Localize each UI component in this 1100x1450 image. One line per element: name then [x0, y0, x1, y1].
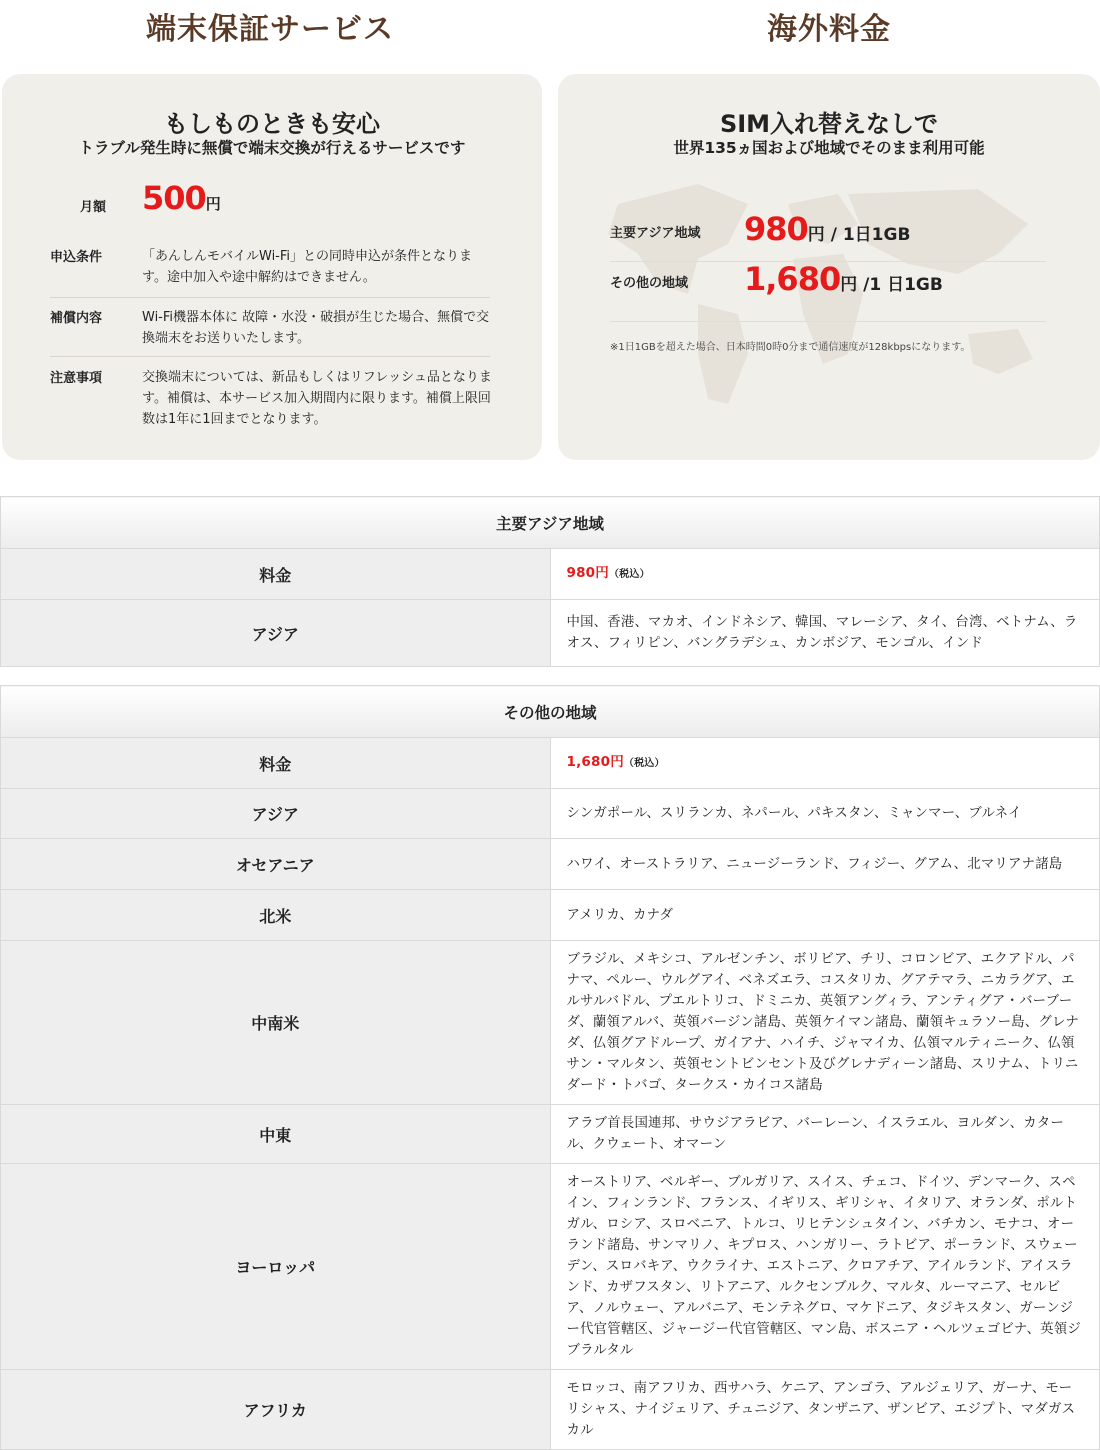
region-countries: オーストリア、ベルギー、ブルガリア、スイス、チェコ、ドイツ、デンマーク、スペイン、フィンランド、フランス、イギリス、ギリシャ、イタリア、オランダ、ポルトガル、ロシア、スロベニア、トルコ、リヒテンシュタイン、バチカン、モナコ、オーランド諸島、サンマリノ、キプロス、ハンガリー、ラトビア、ポーランド、スウェーデン、スロバキア、ウクライナ、エストニア、クロアチア、アイルランド、アイスランド、カザフスタン、リトアニア、ルクセンブルク、マルタ、ルーマニア、セルビア、ノルウェー、アルバニア、モンテネグロ、マケドニア、タジキスタン、ガーンジー代官管轄区、ジャージー代官管轄区、マン島、ボスニア・ヘルツェゴビナ、英領ジブラルタル — [550, 1164, 1100, 1370]
table-row — [1, 789, 1100, 839]
overseas-title: SIM入れ替えなしで — [719, 110, 939, 138]
overseas-heading: 海外料金 — [767, 12, 891, 47]
guarantee-row-label: 補償内容 — [50, 311, 103, 326]
region-name: 北米 — [1, 890, 551, 941]
table-row — [1, 549, 1100, 600]
region-countries: 中国、香港、マカオ、インドネシア、韓国、マレーシア、タイ、台湾、ベトナム、ラオス、フィリピン、バングラデシュ、カンボジア、モンゴル、インド — [550, 600, 1100, 667]
asia-price-value: 980 — [744, 210, 808, 248]
table-row — [1, 600, 1100, 667]
region-name: 中南米 — [1, 941, 551, 1105]
overseas-row-label: その他の地域 — [610, 276, 689, 291]
region-name: ヨーロッパ — [1, 1164, 551, 1370]
overseas-subtitle: 世界135ヵ国および地域でそのまま利用可能 — [673, 139, 985, 157]
fee-value: 980円 — [566, 565, 609, 581]
guarantee-row-notes — [50, 367, 490, 437]
region-countries: ハワイ、オーストラリア、ニュージーランド、フィジー、グアム、北マリアナ諸島 — [550, 839, 1100, 890]
guarantee-row-text: 交換端末については、新品もしくはリフレッシュ品となります。補償は、本サービス加入期間内に限ります。補償上限回数は1年に1回までとなります。 — [142, 370, 492, 427]
overseas-note: ※1日1GBを超えた場合、日本時間0時0分まで通信速度が128kbpsになります。 — [610, 342, 971, 353]
fee-label: 料金 — [1, 738, 551, 789]
guarantee-card — [2, 74, 542, 460]
fee-tax: （税込） — [623, 758, 665, 769]
region-name: 中東 — [1, 1105, 551, 1164]
fee-tax: （税込） — [608, 569, 650, 580]
fee-label: 料金 — [1, 549, 551, 600]
fee-cell — [550, 738, 1100, 789]
other-price-suffix: 円 /1 日1GB — [840, 275, 943, 295]
guarantee-row-label: 注意事項 — [50, 371, 103, 386]
overseas-row-asia — [610, 212, 1046, 262]
guarantee-row-conditions — [50, 246, 490, 298]
fee-cell — [550, 549, 1100, 600]
overseas-row-other — [610, 262, 1046, 322]
region-name: アフリカ — [1, 1370, 551, 1450]
asia-region-table — [0, 496, 1100, 667]
table-row — [1, 738, 1100, 789]
region-countries: アラブ首長国連邦、サウジアラビア、バーレーン、イスラエル、ヨルダン、カタール、クウェート、オマーン — [550, 1105, 1100, 1164]
monthly-price-unit: 円 — [205, 195, 221, 213]
region-name: アジア — [1, 600, 551, 667]
guarantee-row-coverage — [50, 307, 490, 357]
guarantee-row-label: 月額 — [80, 200, 107, 215]
table-caption: 主要アジア地域 — [1, 497, 1100, 549]
table-row — [1, 1370, 1100, 1450]
region-name: アジア — [1, 789, 551, 839]
other-price-value: 1,680 — [744, 260, 841, 298]
asia-price-suffix: 円 / 1日1GB — [807, 225, 911, 245]
fee-value: 1,680円 — [566, 754, 624, 770]
table-row — [1, 941, 1100, 1105]
other-region-table — [0, 685, 1100, 1450]
guarantee-row-text: Wi-Fi機器本体に 故障・水没・破損が生じた場合、無償で交換端末をお送りいたします。 — [142, 310, 490, 346]
table-caption: その他の地域 — [1, 686, 1100, 738]
region-name: オセアニア — [1, 839, 551, 890]
guarantee-subtitle: トラブル発生時に無償で端末交換が行えるサービスです — [78, 139, 466, 157]
table-row — [1, 1164, 1100, 1370]
monthly-price — [142, 179, 492, 217]
guarantee-row-label: 申込条件 — [50, 250, 103, 265]
monthly-price-value: 500 — [142, 179, 206, 217]
region-countries: シンガポール、スリランカ、ネパール、パキスタン、ミャンマー、ブルネイ — [550, 789, 1100, 839]
table-row — [1, 890, 1100, 941]
region-countries: ブラジル、メキシコ、アルゼンチン、ボリビア、チリ、コロンビア、エクアドル、パナマ、ペルー、ウルグアイ、ベネズエラ、コスタリカ、グアテマラ、ニカラグア、エルサルバドル、プエルトリコ、ドミニカ、英領アングィラ、アンティグア・バーブーダ、蘭領アルバ、英領バージン諸島、英領ケイマン諸島、蘭領キュラソー島、グレナダ、仏領グアドループ、ガイアナ、ハイチ、ジャマイカ、仏領マルティニーク、仏領サン・マルタン、英領セントビンセント及びグレナディーン諸島、スリナム、トリニダード・トバゴ、タークス・カイコス諸島 — [550, 941, 1100, 1105]
overseas-card — [558, 74, 1100, 460]
guarantee-title: もしものときも安心 — [164, 110, 380, 138]
region-countries: アメリカ、カナダ — [550, 890, 1100, 941]
overseas-row-price — [744, 260, 943, 298]
guarantee-heading: 端末保証サービス — [146, 12, 394, 47]
overseas-row-price — [744, 210, 910, 248]
guarantee-row-monthly — [50, 179, 490, 246]
table-row — [1, 1105, 1100, 1164]
overseas-row-label: 主要アジア地域 — [610, 226, 701, 241]
table-row — [1, 839, 1100, 890]
guarantee-row-text: 「あんしんモバイルWi-Fi」との同時申込が条件となります。途中加入や途中解約はできません。 — [142, 249, 473, 285]
region-countries: モロッコ、南アフリカ、西サハラ、ケニア、アンゴラ、アルジェリア、ガーナ、モーリシャス、ナイジェリア、チュニジア、タンザニア、ザンビア、エジプト、マダガスカル — [550, 1370, 1100, 1450]
